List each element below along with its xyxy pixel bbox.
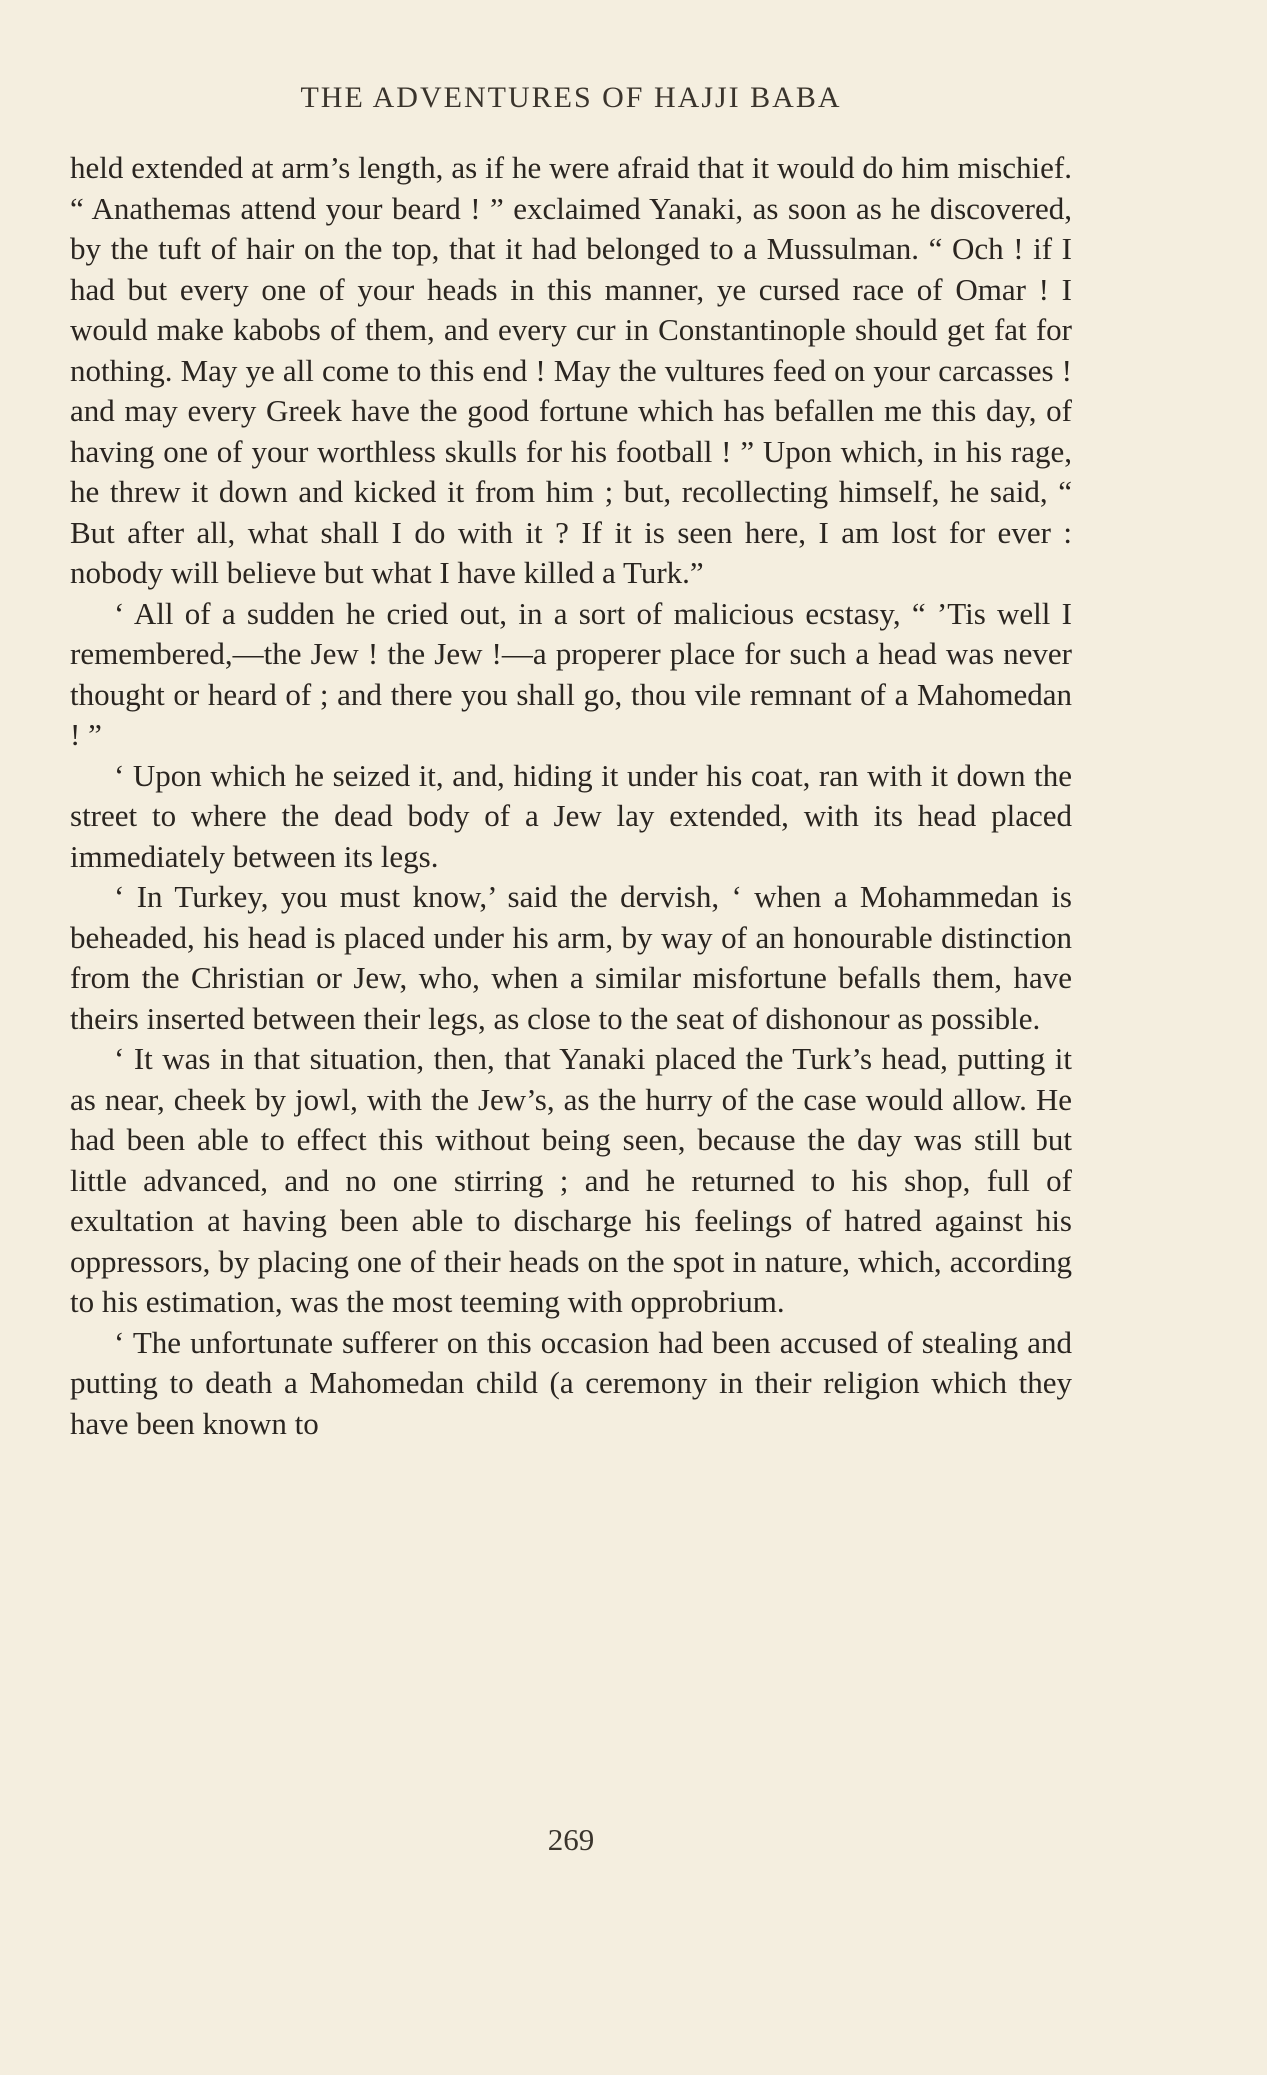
paragraph: ‘ In Turkey, you must know,’ said the dervish, ‘ when a Mohammedan is beheaded, his head is placed under his arm, by way of an honourable distinction from the Christian or Jew, who, when a similar misfortune befalls them, have theirs inserted between their legs, as close to the seat of dishonour as possible. — [70, 879, 1072, 1036]
paragraph-continued: held extended at arm’s length, as if he were afraid that it would do him mischief. “ Anathemas attend your beard ! ” exclaimed Yanaki, as soon as he discovered, by the tuft of hair on the top, that it had belonged to a Mussulman. “ Och ! if I had but every one of your heads in this manner, ye cursed race of Omar ! I would make kabobs of them, and every cur in Constantinople should get fat for nothing. May ye all come to this end ! May the vultures feed on your carcasses ! and may every Greek have the good fortune which has befallen me this day, of having one of your worthless skulls for his football ! ” Upon which, in his rage, he threw it down and kicked it from him ; but, recollecting himself, he said, “ But after all, what shall I do with it ? If it is seen here, I am lost for ever : nobody will believe but what I have killed a Turk.” — [70, 150, 1072, 590]
paragraph: ‘ All of a sudden he cried out, in a sort of malicious ecstasy, “ ’Tis well I remembered,—the Jew ! the Jew !—a properer place for such a head was never thought or heard of ; and there you shall go, thou vile remnant of a Mahomedan ! ” — [70, 595, 1072, 752]
paragraph: ‘ Upon which he seized it, and, hiding it under his coat, ran with it down the street to where the dead body of a Jew lay extended, with its head placed immediately between its legs. — [70, 757, 1072, 874]
running-head: THE ADVENTURES OF HAJJI BABA — [300, 81, 842, 114]
paragraph: ‘ The unfortunate sufferer on this occasion had been accused of stealing and putting to death a Mahomedan child (a ceremony in their religion which they have been known to — [70, 1324, 1072, 1441]
page-number: 269 — [547, 1822, 595, 1857]
body-text — [70, 148, 1072, 1444]
paragraph: ‘ It was in that situation, then, that Yanaki placed the Turk’s head, putting it as near, cheek by jowl, with the Jew’s, as the hurry of the case would allow. He had been able to effect this without being seen, because the day was still but little advanced, and no one stirring ; and he returned to his shop, full of exultation at having been able to discharge his feelings of hatred against his oppressors, by placing one of their heads on the spot in nature, which, according to his estimation, was the most teeming with opprobrium. — [70, 1041, 1072, 1319]
